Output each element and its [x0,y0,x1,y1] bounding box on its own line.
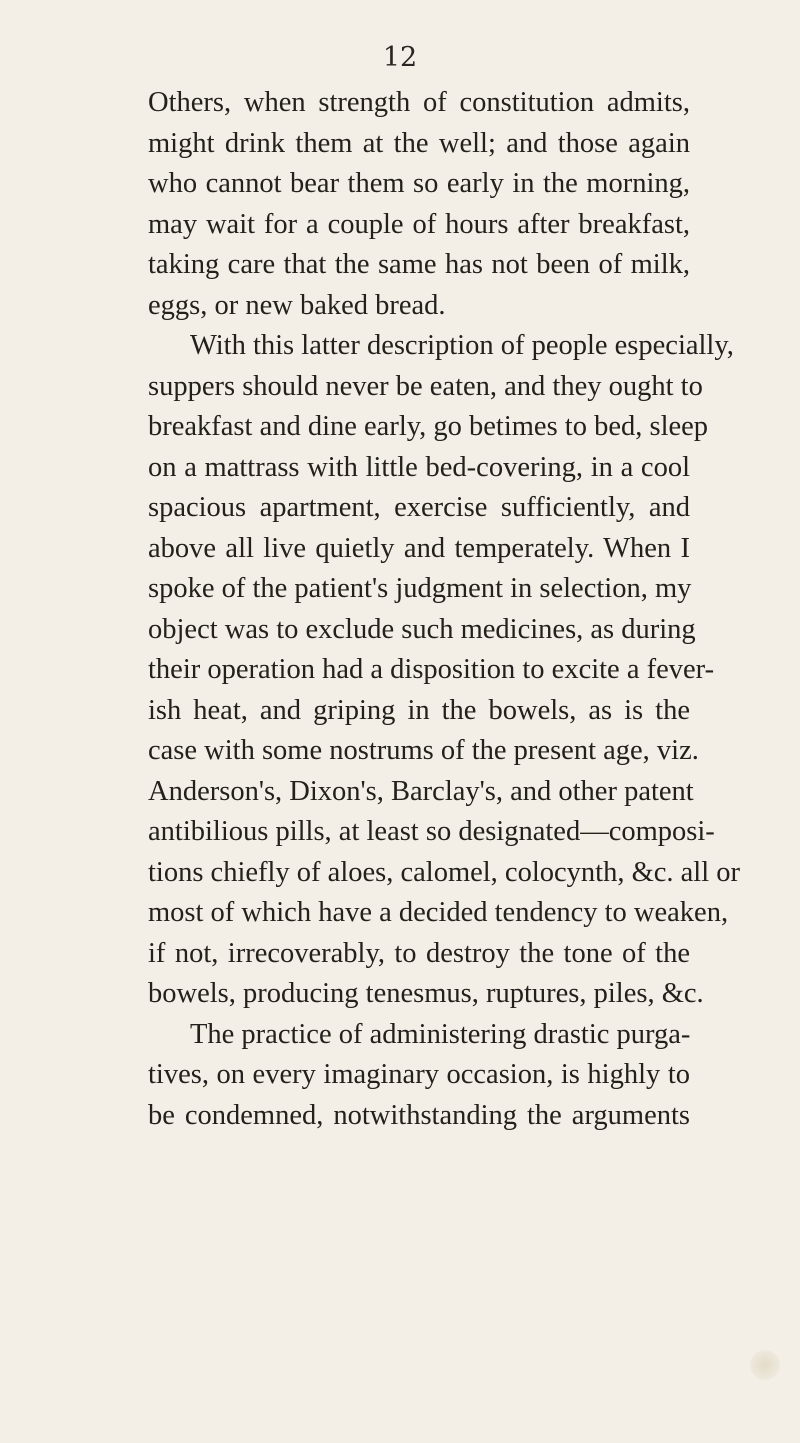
text-line: breakfast and dine early, go betimes to bed, sleep [148,411,709,442]
text-line: most of which have a decided tendency to weaken, [148,897,729,928]
text-line: Anderson's, Dixon's, Barclay's, and other patent [148,775,694,807]
text-line: bowels, producing tenesmus, ruptures, piles, &c. [148,978,704,1009]
text-line: ish heat, and griping in the bowels, as is the [148,694,690,726]
text-line: their operation had a disposition to excite a fever- [148,654,715,685]
text-line: spoke of the patient's judgment in selection, my [148,573,692,604]
text-line: may wait for a couple of hours after breakfast, [148,208,690,240]
page-number: 12 [382,42,418,73]
text-line: tives, on every imaginary occasion, is highly to [148,1059,690,1090]
text-line: taking care that the same has not been of milk, [148,249,690,280]
text-line: The practice of administering drastic purga- [190,1018,691,1050]
text-line: if not, irrecoverably, to destroy the tone of the [148,937,690,969]
body-text [148,83,740,1136]
text-line: might drink them at the well; and those again [148,127,690,159]
text-line: on a mattrass with little bed-covering, in a cool [148,451,690,483]
text-line: suppers should never be eaten, and they ought to [148,370,703,402]
text-line: spacious apartment, exercise sufficiently, and [148,492,690,523]
text-line: Others, when strength of constitution admits, [148,87,690,118]
text-line: eggs, or new baked bread. [148,289,446,321]
text-line: antibilious pills, at least so designated—composi- [148,816,715,847]
text-line: With this latter description of people especially, [190,330,734,361]
text-line: case with some nostrums of the present age, viz. [148,735,699,766]
text-line: who cannot bear them so early in the morning, [148,168,690,199]
text-line: tions chiefly of aloes, calomel, colocynth, &c. all or [148,856,740,888]
paper-stain [750,1350,780,1380]
text-line: object was to exclude such medicines, as during [148,613,696,645]
text-line: be condemned, notwithstanding the arguments [148,1099,690,1131]
text-line: above all live quietly and temperately. When I [148,532,690,564]
